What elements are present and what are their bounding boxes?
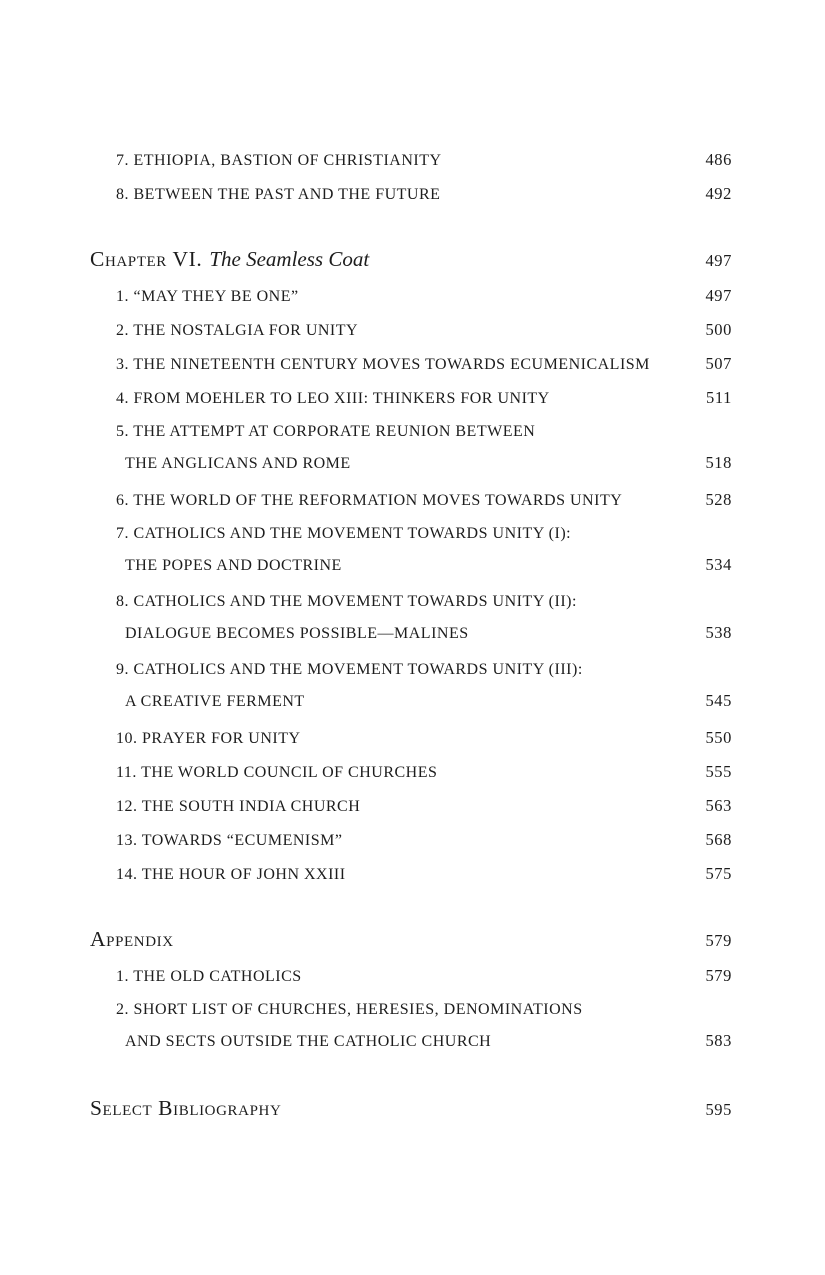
- toc-entry: [90, 483, 732, 517]
- entry-title: 8. BETWEEN THE PAST AND THE FUTURE: [116, 186, 441, 203]
- chapter-label: Chapter VI.: [90, 247, 203, 271]
- toc-entry: [90, 415, 732, 478]
- toc-entry: [90, 585, 732, 648]
- toc-entry: [90, 653, 732, 716]
- entry-page-number: 507: [705, 354, 732, 373]
- toc-entry: [90, 789, 732, 823]
- entry-title: 7. ETHIOPIA, BASTION OF CHRISTIANITY: [116, 152, 442, 169]
- entry-title: 13. TOWARDS “ECUMENISM”: [116, 832, 343, 849]
- toc-entry: [90, 143, 732, 177]
- toc-entry: [90, 721, 732, 755]
- bibliography-label: Select Bibliography: [90, 1096, 282, 1120]
- appendix-label: Appendix: [90, 927, 174, 951]
- toc-entry: [90, 857, 732, 891]
- entry-title: 1. “MAY THEY BE ONE”: [116, 288, 299, 305]
- entry-page-number: 528: [705, 490, 732, 509]
- entry-page-number: 550: [705, 728, 732, 747]
- toc-entry: [90, 993, 732, 1056]
- entry-title: 1. THE OLD CATHOLICS: [116, 968, 302, 985]
- entry-page-number: 575: [705, 864, 732, 883]
- entry-title-line1: 8. CATHOLICS AND THE MOVEMENT TOWARDS UNITY (II):: [116, 593, 577, 610]
- toc-entry: [90, 959, 732, 993]
- toc-entry: [90, 755, 732, 789]
- entry-title: 4. FROM MOEHLER TO LEO XIII: THINKERS FOR UNITY: [116, 390, 550, 407]
- toc-entry: [90, 517, 732, 580]
- entry-title: 2. THE NOSTALGIA FOR UNITY: [116, 322, 359, 339]
- entry-title-line1: 5. THE ATTEMPT AT CORPORATE REUNION BETWEEN: [116, 423, 536, 440]
- entry-title: 12. THE SOUTH INDIA CHURCH: [116, 798, 361, 815]
- entry-title: 14. THE HOUR OF JOHN XXIII: [116, 866, 346, 883]
- entry-title-line2: THE POPES AND DOCTRINE: [125, 557, 342, 574]
- toc-entry: [90, 279, 732, 313]
- toc-entry: [90, 381, 732, 415]
- entry-page-number: 545: [705, 691, 732, 710]
- toc-bibliography-heading: [90, 1090, 732, 1128]
- entry-page-number: 518: [705, 453, 732, 472]
- entry-page-number: 497: [705, 286, 732, 305]
- chapter-title-italic: The Seamless Coat: [209, 247, 370, 271]
- entry-page-number: 563: [705, 796, 732, 815]
- entry-page-number: 500: [705, 320, 732, 339]
- entry-page-number: 583: [705, 1031, 732, 1050]
- entry-page-number: 538: [705, 623, 732, 642]
- entry-page-number: 555: [705, 762, 732, 781]
- entry-title-line2: DIALOGUE BECOMES POSSIBLE—MALINES: [125, 625, 469, 642]
- entry-page-number: 579: [705, 966, 732, 985]
- toc-entry: [90, 313, 732, 347]
- entry-page-number: 534: [705, 555, 732, 574]
- entry-page-number: 579: [705, 931, 732, 950]
- entry-title-line1: 9. CATHOLICS AND THE MOVEMENT TOWARDS UNITY (III):: [116, 661, 583, 678]
- entry-title: 10. PRAYER FOR UNITY: [116, 730, 301, 747]
- entry-page-number: 486: [705, 150, 732, 169]
- toc-entry: [90, 823, 732, 857]
- entry-title-line2: A CREATIVE FERMENT: [125, 693, 305, 710]
- entry-title-line2: THE ANGLICANS AND ROME: [125, 455, 351, 472]
- toc-entry: [90, 347, 732, 381]
- entry-title-line2: AND SECTS OUTSIDE THE CATHOLIC CHURCH: [125, 1033, 492, 1050]
- entry-page-number: 497: [705, 251, 732, 270]
- entry-page-number: 492: [705, 184, 732, 203]
- toc-appendix-heading: [90, 921, 732, 959]
- entry-title-line1: 7. CATHOLICS AND THE MOVEMENT TOWARDS UNITY (I):: [116, 525, 572, 542]
- chapter-heading-text: [90, 241, 369, 277]
- entry-title: 11. THE WORLD COUNCIL OF CHURCHES: [116, 764, 438, 781]
- entry-title-line1: 2. SHORT LIST OF CHURCHES, HERESIES, DENOMINATIONS: [116, 1001, 583, 1018]
- entry-page-number: 511: [706, 388, 732, 407]
- toc-chapter-heading: [90, 241, 732, 279]
- entry-page-number: 568: [705, 830, 732, 849]
- entry-title: 3. THE NINETEENTH CENTURY MOVES TOWARDS ECUMENICALISM: [116, 356, 650, 373]
- table-of-contents: [90, 143, 732, 1128]
- entry-title: 6. THE WORLD OF THE REFORMATION MOVES TOWARDS UNITY: [116, 492, 623, 509]
- toc-entry: [90, 177, 732, 211]
- entry-page-number: 595: [705, 1100, 732, 1119]
